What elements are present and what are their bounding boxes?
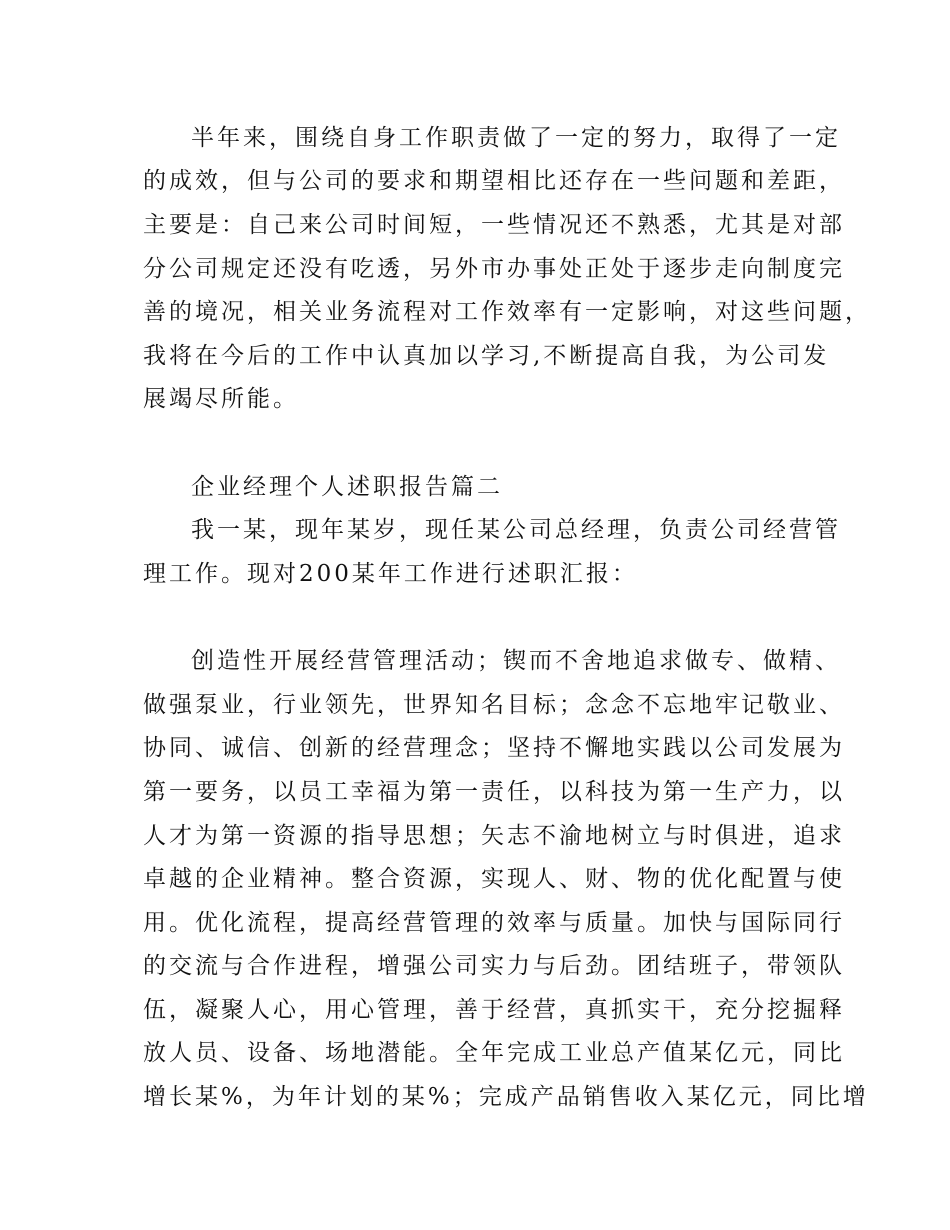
paragraph-line: 创造性开展经营管理活动；锲而不舍地追求做专、做精、 <box>191 648 841 674</box>
paragraph-line: 的交流与合作进程，增强公司实力与后劲。团结班子，带领队 <box>143 953 845 979</box>
section-heading: 企业经理个人述职报告篇二 <box>191 474 503 500</box>
paragraph-line: 的成效，但与公司的要求和期望相比还存在一些问题和差距， <box>143 168 845 194</box>
paragraph-line: 第一要务，以员工幸福为第一责任，以科技为第一生产力，以 <box>143 779 845 805</box>
paragraph-line: 理工作。现对200某年工作进行述职汇报： <box>143 561 638 587</box>
paragraph-line: 半年来，围绕自身工作职责做了一定的努力，取得了一定 <box>191 125 841 151</box>
paragraph-line: 协同、诚信、创新的经营理念；坚持不懈地实践以公司发展为 <box>143 735 845 761</box>
paragraph-line: 增长某%，为年计划的某%；完成产品销售收入某亿元，同比增 <box>143 1084 869 1110</box>
paragraph-line: 用。优化流程，提高经营管理的效率与质量。加快与国际同行 <box>143 910 845 936</box>
paragraph-line: 放人员、设备、场地潜能。全年完成工业总产值某亿元，同比 <box>143 1040 845 1066</box>
paragraph-line: 分公司规定还没有吃透，另外市办事处正处于逐步走向制度完 <box>143 256 845 282</box>
paragraph-line: 卓越的企业精神。整合资源，实现人、财、物的优化配置与使 <box>143 866 845 892</box>
paragraph-line: 主要是：自己来公司时间短，一些情况还不熟悉，尤其是对部 <box>143 212 845 238</box>
paragraph-line: 做强泵业，行业领先，世界知名目标；念念不忘地牢记敬业、 <box>143 692 845 718</box>
paragraph-line: 展竭尽所能。 <box>143 386 299 412</box>
paragraph-line: 我一某，现年某岁，现任某公司总经理，负责公司经营管 <box>191 517 841 543</box>
paragraph-line: 伍，凝聚人心，用心管理，善于经营，真抓实干，充分挖掘释 <box>143 997 845 1023</box>
paragraph-line: 我将在今后的工作中认真加以学习,不断提高自我，为公司发 <box>143 343 830 369</box>
paragraph-line: 善的境况，相关业务流程对工作效率有一定影响，对这些问题， <box>143 299 871 325</box>
paragraph-line: 人才为第一资源的指导思想；矢志不渝地树立与时俱进，追求 <box>143 823 845 849</box>
